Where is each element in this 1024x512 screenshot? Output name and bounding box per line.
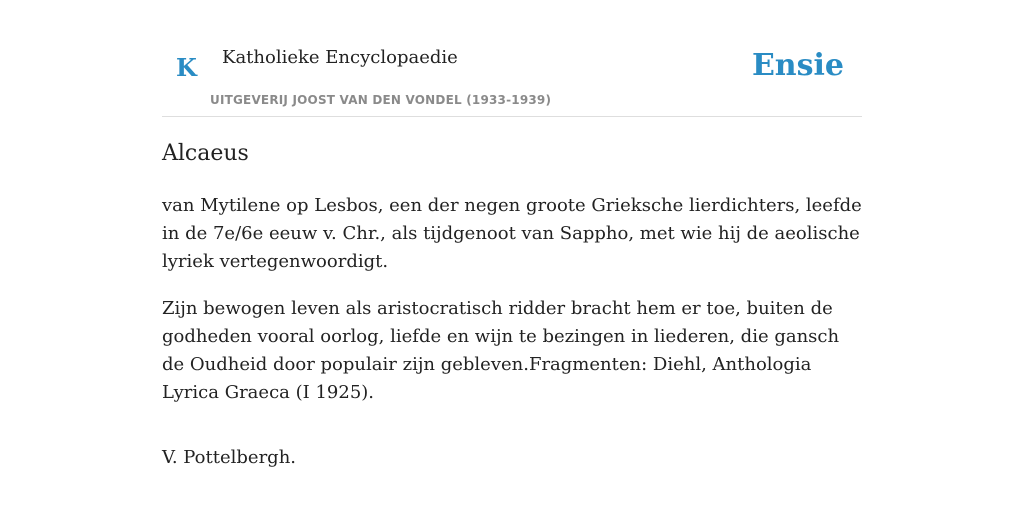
article-content xyxy=(162,138,864,472)
article-paragraph: Zijn bewogen leven als aristocratisch ridder bracht hem er toe, buiten de godheden vooral oorlog, liefde en wijn te bezingen in liederen, die gansch de Oudheid door populair zijn gebleven.Fragmenten: Diehl, Anthologia Lyrica Graeca (I 1925). xyxy=(162,298,840,403)
article-title: Alcaeus xyxy=(162,141,249,166)
publisher-label: UITGEVERIJ JOOST VAN DEN VONDEL (1933-1939) xyxy=(210,93,552,107)
site-title[interactable]: Katholieke Encyclopaedie xyxy=(222,47,458,68)
ensie-logo-link[interactable]: Ensie xyxy=(751,48,844,83)
article-author: V. Pottelbergh. xyxy=(162,447,297,468)
article-paragraph: van Mytilene op Lesbos, een der negen groote Grieksche lierdichters, leefde in de 7e/6e eeuw v. Chr., als tijdgenoot van Sappho, met wie hij de aeolische lyriek vertegenwoordigt. xyxy=(162,195,862,272)
header xyxy=(162,40,862,117)
encyclopedia-logo[interactable]: K xyxy=(176,53,197,82)
